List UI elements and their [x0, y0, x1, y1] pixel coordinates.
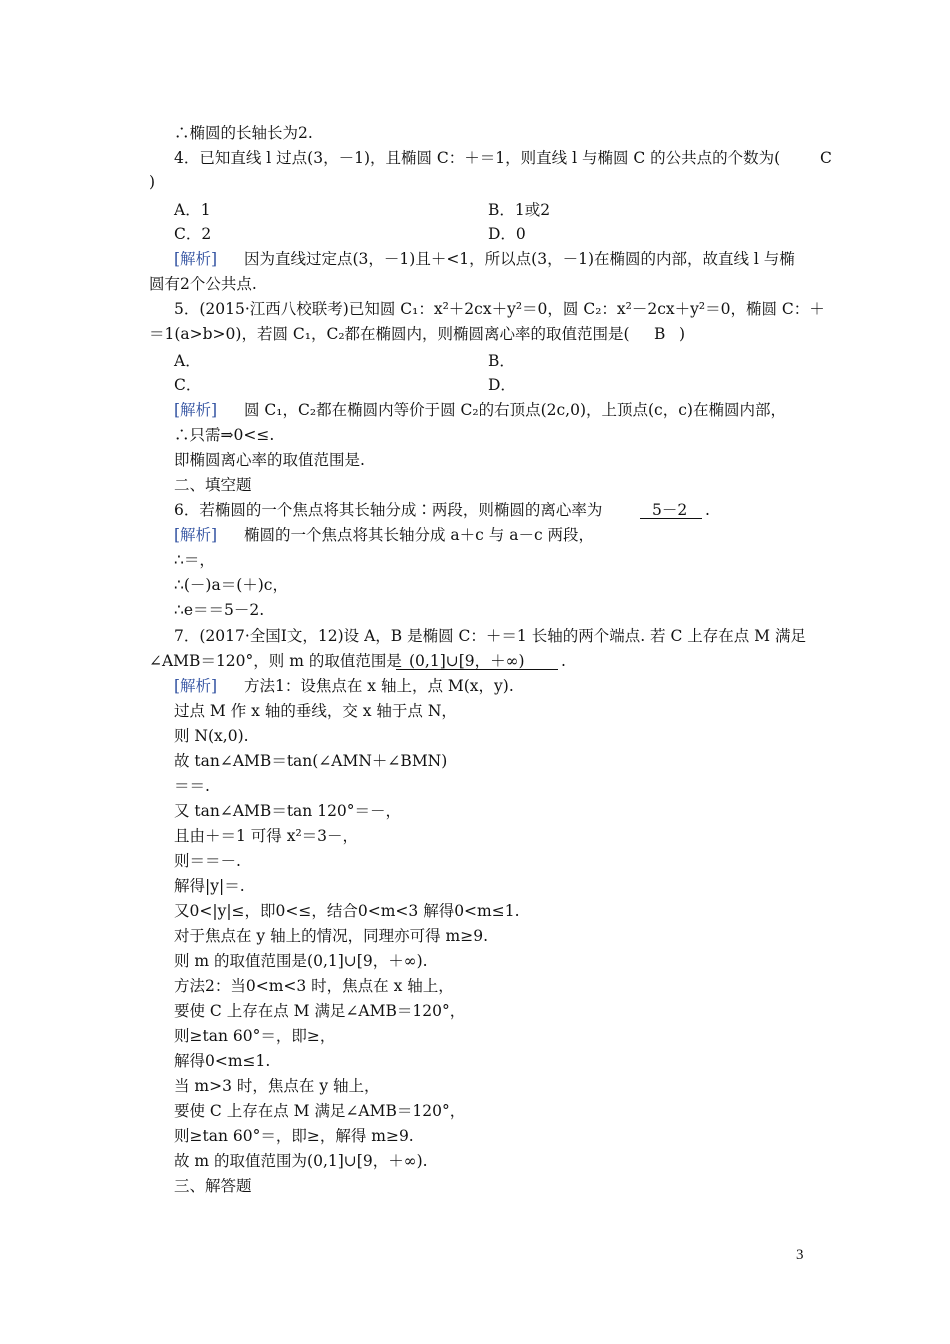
text-line: 方法2：当0<m<3 时，焦点在 x 轴上，	[174, 977, 454, 995]
answer-q7: (0,1]∪[9，＋∞)	[409, 652, 525, 670]
text-line: 因为直线过定点(3，－1)且＋<1，所以点(3，－1)在椭圆的内部，故直线 l 与椭	[244, 250, 795, 268]
section-heading: 二、填空题	[174, 476, 252, 494]
text-line: 则 N(x,0).	[174, 727, 249, 745]
text-line: 要使 C 上存在点 M 满足∠AMB＝120°，	[174, 1102, 466, 1120]
text-line: 则≥tan 60°＝，即≥，	[174, 1027, 336, 1045]
text-line: 又0<|y|≤，即0<≤，结合0<m<3 解得0<m≤1.	[174, 902, 520, 920]
text-line: ∴椭圆的长轴长为2.	[174, 124, 313, 142]
option-c: C．2	[174, 225, 212, 243]
text-line: ＝＝.	[174, 777, 210, 795]
answer-q6: 5－2	[652, 501, 688, 519]
section-heading: 三、解答题	[174, 1177, 252, 1195]
question-7-stem: 7．(2017·全国Ⅰ文，12)设 A，B 是椭圆 C：＋＝1 长轴的两个端点. 若 C 上存在点 M 满足	[174, 627, 806, 645]
answer-underline	[640, 518, 702, 519]
text-line: 当 m>3 时，焦点在 y 轴上，	[174, 1077, 380, 1095]
text-line: 方法1：设焦点在 x 轴上，点 M(x，y).	[244, 677, 514, 695]
text-line: .	[561, 652, 566, 670]
text-line: 则≥tan 60°＝，即≥，解得 m≥9.	[174, 1127, 414, 1145]
text-line: 解得|y|＝.	[174, 877, 245, 895]
text-line: ∴只需⇒0<≤.	[174, 426, 275, 444]
text-line: )	[149, 173, 156, 191]
text-line: ∠AMB＝120°，则 m 的取值范围是	[149, 652, 402, 670]
text-line: 即椭圆离心率的取值范围是.	[174, 451, 365, 469]
analysis-tag: [解析]	[174, 401, 218, 419]
text-line: 圆 C₁，C₂都在椭圆内等价于圆 C₂的右顶点(2c,0)，上顶点(c，c)在椭圆内部，	[244, 401, 786, 419]
option-a: A．	[174, 352, 201, 370]
option-d: D．	[488, 376, 516, 394]
text-line: 又 tan∠AMB＝tan 120°＝－，	[174, 802, 402, 820]
analysis-tag: [解析]	[174, 526, 218, 544]
analysis-tag: [解析]	[174, 677, 218, 695]
text-line: 故 m 的取值范围为(0,1]∪[9，＋∞).	[174, 1152, 428, 1170]
text-line: ∴e＝＝5－2.	[174, 601, 265, 619]
text-line: 椭圆的一个焦点将其长轴分成 a＋c 与 a－c 两段，	[244, 526, 595, 544]
answer-underline	[396, 669, 558, 670]
text-line: ∴(－)a＝(＋)c，	[174, 576, 288, 594]
text-line: 过点 M 作 x 轴的垂线，交 x 轴于点 N，	[174, 702, 457, 720]
option-d: D．0	[488, 225, 526, 243]
analysis-tag: [解析]	[174, 250, 218, 268]
text-line: 圆有2个公共点.	[149, 275, 257, 293]
text-line: 则＝＝－.	[174, 852, 241, 870]
text-line: 则 m 的取值范围是(0,1]∪[9，＋∞).	[174, 952, 428, 970]
text-line: 要使 C 上存在点 M 满足∠AMB＝120°，	[174, 1002, 466, 1020]
option-c: C．	[174, 376, 202, 394]
question-6-stem: 6．若椭圆的一个焦点将其长轴分成∶两段，则椭圆的离心率为	[174, 501, 603, 519]
text-line: .	[705, 501, 710, 519]
text-line: 对于焦点在 y 轴上的情况，同理亦可得 m≥9.	[174, 927, 489, 945]
text-line: 故 tan∠AMB＝tan(∠AMN＋∠BMN)	[174, 752, 448, 770]
question-4-stem: 4．已知直线 l 过点(3，－1)，且椭圆 C：＋＝1，则直线 l 与椭圆 C 的公共点的个数为(	[174, 149, 781, 167]
page-number: 3	[796, 1247, 804, 1263]
option-b: B．	[488, 352, 515, 370]
text-line: ＝1(a>b>0)，若圆 C₁，C₂都在椭圆内，则椭圆离心率的取值范围是(	[149, 325, 630, 343]
option-a: A．1	[174, 201, 211, 219]
text-line: ∴＝，	[174, 551, 215, 569]
text-line: 且由＋＝1 可得 x²＝3－，	[174, 827, 359, 845]
text-line: )	[679, 325, 686, 343]
option-b: B．1或2	[488, 201, 551, 219]
answer-q4: C	[820, 149, 832, 167]
answer-q5: B	[654, 325, 666, 343]
question-5-stem: 5．(2015·江西八校联考)已知圆 C₁：x²＋2cx＋y²＝0，圆 C₂：x²－2cx＋y²＝0，椭圆 C：＋	[174, 300, 825, 318]
text-line: 解得0<m≤1.	[174, 1052, 271, 1070]
